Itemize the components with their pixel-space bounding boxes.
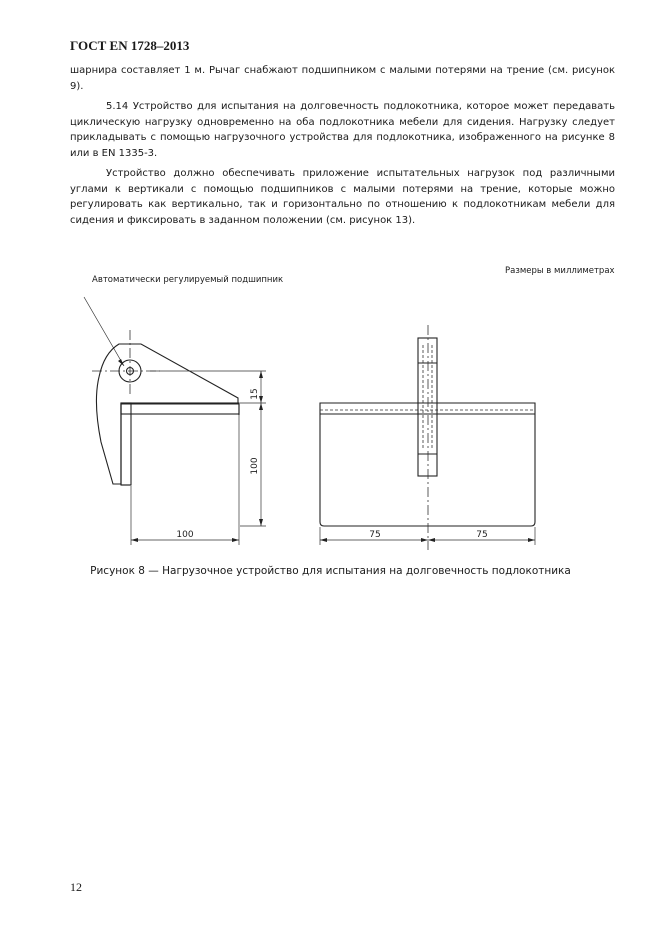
callout-leader-line: [84, 297, 124, 366]
page-number: 12: [70, 880, 82, 894]
dim-arrow-right: [232, 538, 239, 542]
paragraph-continuation: шарнира составляет 1 м. Рычаг снабжают подшипником с малыми потерями на трение (см. рисунок 9).: [70, 65, 615, 92]
dim-label-15: 15: [250, 388, 260, 400]
front-dim-arrow-4: [528, 538, 535, 542]
dim-arrow-3: [259, 403, 263, 410]
dim-label-75-left: 75: [369, 530, 381, 540]
dim-label-75-right: 75: [476, 530, 488, 540]
bearing-callout-label: Автоматически регулируемый подшипник: [92, 275, 284, 285]
dim-arrow-4: [259, 519, 263, 526]
angle-bracket: [121, 403, 239, 414]
dim-label-side-100: 100: [250, 457, 260, 475]
paragraph-5-14: 5.14 Устройство для испытания на долговечность подлокотника, которое может передавать циклическую нагрузку одновременно на оба подлокотника мебели для сидения. Нагрузку следует прикладывать с помощью нагрузочного устройства для подлокотника, изображенного на рисунке 8 или в EN 1335-3.: [70, 101, 615, 159]
dim-arrow-left: [131, 538, 138, 542]
angle-bracket-body: [121, 403, 131, 485]
front-dim-arrow-1: [320, 538, 327, 542]
front-dim-arrow-2: [421, 538, 428, 542]
dim-label-width-100: 100: [176, 530, 194, 540]
front-plate: [320, 403, 535, 526]
document-header: ГОСТ EN 1728–2013: [70, 38, 190, 53]
side-view: [84, 297, 266, 545]
front-view: [320, 325, 535, 550]
paragraph-device-requirements: Устройство должно обеспечивать приложение испытательных нагрузок под различными углами к вертикали с помощью подшипников с малыми потерями на трение, которые можно регулировать как вертикально, так и горизонтально по отношению к подлокотникам мебели для сидения и фиксировать в заданном положении (см. рисунок 13).: [70, 168, 615, 226]
dim-arrow-1: [259, 371, 263, 378]
figure-caption: Рисунок 8 — Нагрузочное устройство для испытания на долговечность подлокотника: [90, 565, 571, 577]
lever-bar: [418, 338, 437, 476]
units-note: Размеры в миллиметрах: [505, 266, 615, 276]
front-dim-arrow-3: [428, 538, 435, 542]
